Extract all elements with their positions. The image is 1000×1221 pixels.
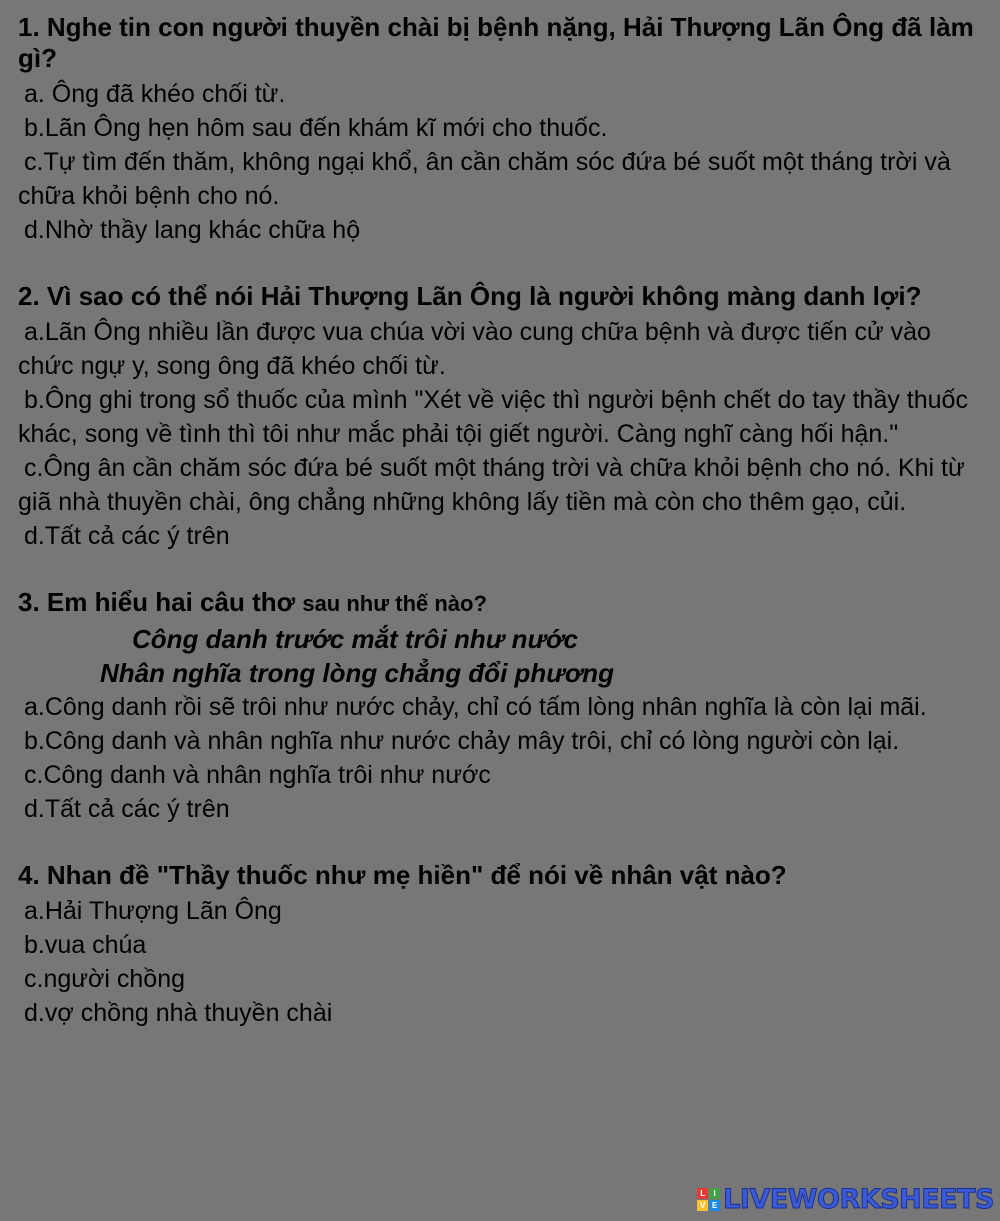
q3-option-d[interactable]: d.Tất cả các ý trên <box>24 795 230 823</box>
question-2: 2. Vì sao có thể nói Hải Thượng Lãn Ông là người không màng danh lợi? <box>18 281 922 311</box>
q1-option-a[interactable]: a. Ông đã khéo chối từ. <box>24 80 286 108</box>
poem-line-2: Nhân nghĩa trong lòng chẳng đổi phương <box>100 658 615 688</box>
q4-option-c[interactable]: c.người chồng <box>24 965 185 993</box>
question-3 <box>18 587 986 619</box>
q2-option-b[interactable]: b.Ông ghi trong sổ thuốc của mình "Xét về việc thì người bệnh chết do tay thầy thuốc khác, song về tình thì tôi như mắc phải tội giết người. Càng nghĩ càng hối hận." <box>18 386 968 448</box>
question-3-tail: sau như thế nào? <box>302 591 487 616</box>
q1-option-c[interactable]: c.Tự tìm đến thăm, không ngại khổ, ân cần chăm sóc đứa bé suốt một tháng trời và chữa khỏi bệnh cho nó. <box>18 148 951 210</box>
q1-option-b[interactable]: b.Lãn Ông hẹn hôm sau đến khám kĩ mới cho thuốc. <box>24 114 608 142</box>
q4-option-a[interactable]: a.Hải Thượng Lãn Ông <box>24 897 282 925</box>
q2-option-a[interactable]: a.Lãn Ông nhiều lần được vua chúa vời vào cung chữa bệnh và được tiến cử vào chức ngự y, song ông đã khéo chối từ. <box>18 318 931 380</box>
question-4: 4. Nhan đề "Thầy thuốc như mẹ hiền" để nói về nhân vật nào? <box>18 860 787 890</box>
liveworksheets-logo <box>697 1184 994 1215</box>
logo-letter-i: I <box>709 1188 720 1199</box>
q3-option-b[interactable]: b.Công danh và nhân nghĩa như nước chảy mây trôi, chỉ có lòng người còn lại. <box>24 727 900 755</box>
q4-option-b[interactable]: b.vua chúa <box>24 931 147 959</box>
logo-letter-e: E <box>709 1200 720 1211</box>
q3-option-c[interactable]: c.Công danh và nhân nghĩa trôi như nước <box>24 761 491 789</box>
poem-line-1: Công danh trước mắt trôi như nước <box>132 624 578 654</box>
logo-text: LIVEWORKSHEETS <box>723 1184 994 1215</box>
worksheet <box>18 12 986 1030</box>
q2-option-d[interactable]: d.Tất cả các ý trên <box>24 522 230 550</box>
q4-option-d[interactable]: d.vợ chồng nhà thuyền chài <box>24 999 333 1027</box>
question-3-main: 3. Em hiểu hai câu thơ <box>18 587 303 617</box>
question-1: 1. Nghe tin con người thuyền chài bị bệnh nặng, Hải Thượng Lãn Ông đã làm gì? <box>18 12 974 73</box>
logo-letter-v: V <box>697 1200 708 1211</box>
q2-option-c[interactable]: c.Ông ân cần chăm sóc đứa bé suốt một tháng trời và chữa khỏi bệnh cho nó. Khi từ giã nhà thuyền chài, ông chẳng những không lấy tiền mà còn cho thêm gạo, củi. <box>18 454 965 516</box>
q1-option-d[interactable]: d.Nhờ thầy lang khác chữa hộ <box>24 216 361 244</box>
logo-mark-icon <box>697 1188 720 1211</box>
logo-letter-l: L <box>697 1188 708 1199</box>
q3-option-a[interactable]: a.Công danh rồi sẽ trôi như nước chảy, chỉ có tấm lòng nhân nghĩa là còn lại mãi. <box>24 693 927 721</box>
